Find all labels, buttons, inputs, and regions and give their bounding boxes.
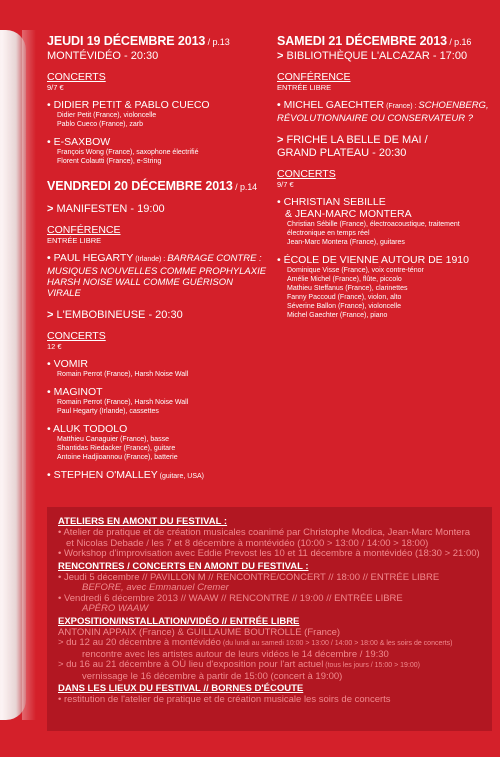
section-heading: RENCONTRES / CONCERTS EN AMONT DU FESTIVAL : — [58, 560, 309, 572]
info-box — [47, 507, 492, 731]
talk-title: SCHOENBERG, — [418, 100, 489, 111]
talk-item — [277, 99, 492, 124]
event-kind: CONFÉRENCE — [277, 71, 351, 83]
event-item — [47, 358, 269, 379]
speaker-name: MICHEL GAECHTER — [283, 99, 385, 111]
performer-line: Fanny Paccoud (France), violon, alto — [287, 294, 402, 301]
performer-line: Amélie Michel (France), flûte, piccolo — [287, 276, 402, 283]
event-kind: CONCERTS — [47, 71, 106, 83]
venue: > FRICHE LA BELLE DE MAI / GRAND PLATEAU - 20:30 — [277, 134, 428, 159]
talk-item — [47, 252, 269, 299]
date-text: SAMEDI 21 DÉCEMBRE 2013 — [277, 34, 447, 48]
performer-line: Séverine Ballon (France), violoncelle — [287, 303, 401, 310]
info-text: > du 12 au 20 décembre à montévidéo — [58, 637, 221, 648]
venue-text: FRICHE LA BELLE DE MAI / — [286, 134, 428, 146]
performer-line: Shantidas Riedacker (France), guitare — [57, 445, 176, 452]
artist-name: • VOMIR — [47, 358, 89, 370]
page-ref: / p.13 — [205, 37, 230, 47]
price: 9/7 € — [277, 180, 294, 189]
info-line: ANTONIN APPAIX (France) & GUILLAUME BOUTROLLE (France) — [58, 626, 341, 638]
date-heading — [47, 34, 269, 48]
performer-line: électronique en temps réel — [287, 230, 370, 237]
info-small: (tous les jours / 15:00 > 19:00) — [323, 662, 421, 669]
event-kind: CONCERTS — [277, 168, 336, 180]
speaker-origin: (Irlande) : — [133, 256, 168, 263]
info-line: vernissage le 16 décembre à partir de 15:00 (concert à 19:00) — [82, 670, 343, 682]
performer-line: Pablo Cueco (France), zarb — [57, 121, 143, 128]
artist-name: • DIDIER PETIT & PABLO CUECO — [47, 99, 210, 111]
info-line: BEFORE, avec Emmanuel Cremer — [82, 582, 229, 593]
venue-text: GRAND PLATEAU - 20:30 — [277, 147, 407, 159]
performer-line: Romain Perrot (France), Harsh Noise Wall — [57, 371, 189, 378]
info-line: APÉRO WAAW — [82, 603, 149, 614]
info-line: • Jeudi 5 décembre // PAVILLON M // RENCONTRE/CONCERT // 18:00 // ENTRÉE LIBRE — [58, 571, 440, 583]
info-line: • Vendredi 6 décembre 2013 // WAAW // RENCONTRE // 19:00 // ENTRÉE LIBRE — [58, 592, 403, 604]
page-ref: / p.16 — [446, 37, 472, 47]
performer-line: Romain Perrot (France), Harsh Noise Wall — [57, 399, 189, 406]
talk-title: HARSH NOISE WALL COMME GUÉRISON VIRALE — [47, 277, 233, 299]
venue: > L'EMBOBINEUSE - 20:30 — [47, 309, 183, 321]
entry-note: ENTRÉE LIBRE — [277, 83, 332, 92]
event-item — [47, 423, 269, 462]
event-kind: CONCERTS — [47, 330, 106, 342]
performer-line: Christian Sébille (France), électroacoustique, traitement — [287, 221, 460, 228]
speaker-origin: (France) : — [384, 103, 419, 110]
info-line: • restitution de l'atelier de pratique et de création musicale les soirs de concerts — [58, 694, 391, 705]
venue: > MANIFESTEN - 19:00 — [47, 203, 165, 215]
price: 9/7 € — [47, 83, 64, 92]
performer-line: Florent Colautti (France), e-String — [57, 158, 162, 165]
performer-line: Paul Hegarty (Irlande), cassettes — [57, 408, 159, 415]
event-item — [47, 99, 269, 129]
performer-line: Didier Petit (France), violoncelle — [57, 112, 157, 119]
artist-name-text: • STEPHEN O'MALLEY — [47, 469, 158, 481]
date-heading — [47, 179, 269, 193]
speaker: • PAUL HEGARTY (Irlande) : BARRAGE CONTRE : — [47, 252, 262, 264]
performer-line: Antoine Hadjioannou (France), batterie — [57, 454, 178, 461]
info-line: • Atelier de pratique et de création musicales coanimé par Christophe Modica, Jean-Marc Montera — [58, 527, 471, 538]
event-item — [47, 469, 269, 483]
talk-title: MUSIQUES NOUVELLES COMME PROPHYLAXIE — [47, 266, 267, 277]
artist-name: • ÉCOLE DE VIENNE AUTOUR DE 1910 — [277, 254, 469, 266]
artist-origin: (guitare, USA) — [157, 473, 205, 480]
section-heading: DANS LES LIEUX DU FESTIVAL // BORNES D'ÉCOUTE — [58, 683, 304, 694]
artist-name: • ALUK TODOLO — [47, 423, 128, 435]
event-item — [47, 386, 269, 416]
date-heading — [277, 34, 492, 48]
artist-name: • MAGINOT — [47, 386, 103, 398]
venue-text: MANIFESTEN - 19:00 — [56, 203, 165, 215]
tube-light-image — [0, 30, 26, 720]
section-heading: ATELIERS EN AMONT DU FESTIVAL : — [58, 516, 228, 527]
artist-name — [47, 469, 269, 483]
event-kind: CONFÉRENCE — [47, 224, 121, 236]
performer-line: Dominique Visse (France), voix contre-ténor — [287, 267, 424, 274]
performer-line: Mathieu Steffanus (France), clarinettes — [287, 285, 408, 292]
performer-line: Matthieu Canaguier (France), basse — [57, 436, 170, 443]
right-column — [277, 34, 492, 327]
price: 12 € — [47, 342, 62, 351]
venue: MONTÉVIDÉO - 20:30 — [47, 50, 159, 62]
info-line: rencontre avec les artistes autour de leurs vidéos le 14 décembre / 19:30 — [82, 648, 389, 660]
info-line — [58, 638, 484, 650]
info-small: (du lundi au samedi 10:00 > 13:00 / 14:00 > 18:00 & les soirs de concerts) — [220, 640, 453, 647]
info-text: > du 16 au 21 décembre à OÙ lieu d'exposition pour l'art actuel — [58, 659, 324, 670]
artist-name: • CHRISTIAN SEBILLE — [277, 196, 386, 208]
date-text: VENDREDI 20 DÉCEMBRE 2013 — [47, 179, 233, 193]
speaker-name: PAUL HEGARTY — [53, 252, 134, 264]
left-column — [47, 34, 269, 490]
performer-line: François Wong (France), saxophone électrifié — [57, 149, 199, 156]
event-item — [277, 254, 492, 320]
page-ref: / p.14 — [232, 182, 258, 192]
talk-title: RÉVOLUTIONNAIRE OU CONSERVATEUR ? — [277, 113, 474, 124]
venue: > BIBLIOTHÈQUE L'ALCAZAR - 17:00 — [277, 50, 468, 62]
venue-text: BIBLIOTHÈQUE L'ALCAZAR - 17:00 — [286, 50, 468, 62]
date-text: JEUDI 19 DÉCEMBRE 2013 — [47, 34, 206, 48]
performer-line: Jean-Marc Montera (France), guitares — [287, 239, 405, 246]
entry-note: ENTRÉE LIBRE — [47, 236, 102, 245]
artist-name: & JEAN-MARC MONTERA — [285, 208, 412, 220]
performer-line: Michel Gaechter (France), piano — [287, 312, 388, 319]
event-item — [47, 136, 269, 166]
talk-title: BARRAGE CONTRE : — [167, 253, 262, 264]
info-line: et Nicolas Debade / les 7 et 8 décembre à montévidéo (10:00 > 13:00 / 14:00 > 18:00) — [66, 537, 429, 549]
section-heading: EXPOSITION/INSTALLATION/VIDÉO // ENTRÉE LIBRE — [58, 615, 300, 627]
speaker: • MICHEL GAECHTER (France) : SCHOENBERG, — [277, 99, 489, 111]
info-line — [58, 660, 484, 672]
venue-text: L'EMBOBINEUSE - 20:30 — [56, 309, 183, 321]
event-item — [277, 196, 492, 247]
artist-name: • E-SAXBOW — [47, 136, 111, 148]
info-line: • Workshop d'improvisation avec Eddie Prevost les 10 et 11 décembre à montévidéo (18:30 > 21:00) — [58, 548, 480, 559]
